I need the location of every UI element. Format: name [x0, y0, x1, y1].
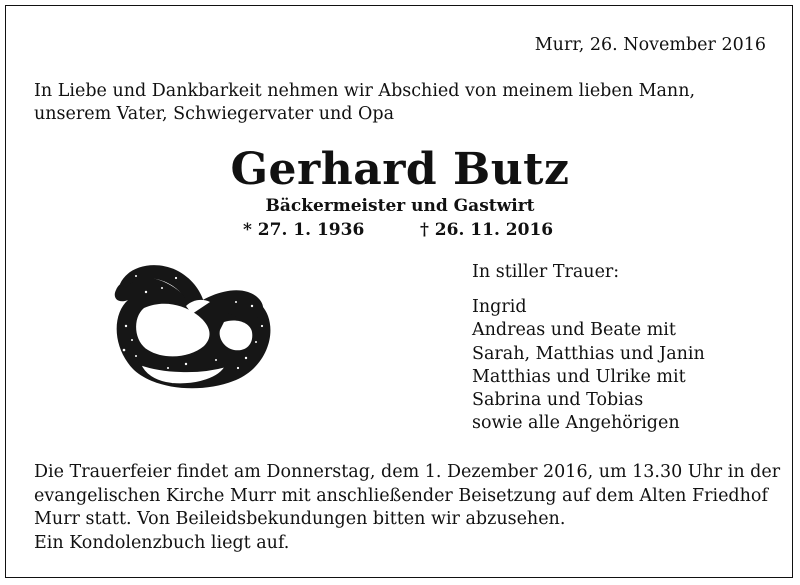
list-item: sowie alle Angehörigen: [472, 413, 680, 434]
list-item: Ingrid: [472, 297, 527, 317]
mourners-list: [472, 296, 705, 436]
intro-line: unserem Vater, Schwiegervater und Opa: [34, 104, 395, 124]
intro-text: [34, 80, 695, 126]
funeral-notice: [34, 461, 780, 555]
deceased-name: Gerhard Butz: [230, 144, 570, 195]
birth-date: * 27. 1. 1936: [243, 220, 365, 240]
notice-line: Ein Kondolenzbuch liegt auf.: [34, 532, 290, 553]
deceased-occupation: Bäckermeister und Gastwirt: [265, 196, 535, 216]
place-date: Murr, 26. November 2016: [534, 35, 766, 55]
notice-line: Die Trauerfeier findet am Donnerstag, dem 1. Dezember 2016, um 13.30 Uhr in der: [34, 462, 781, 482]
notice-line: Murr statt. Von Beileidsbekundungen bitten wir abzusehen.: [34, 509, 566, 529]
list-item: Sarah, Matthias und Janin: [472, 343, 705, 364]
mourners-heading: In stiller Trauer:: [472, 262, 620, 282]
pretzel-icon: [106, 256, 276, 396]
list-item: Matthias und Ulrike mit: [472, 366, 686, 387]
death-date: † 26. 11. 2016: [420, 220, 554, 240]
list-item: Andreas und Beate mit: [472, 320, 676, 341]
list-item: Sabrina und Tobias: [472, 390, 644, 411]
intro-line: In Liebe und Dankbarkeit nehmen wir Abschied von meinem lieben Mann,: [34, 81, 696, 101]
notice-line: evangelischen Kirche Murr mit anschließender Beisetzung auf dem Alten Friedhof: [34, 485, 768, 506]
